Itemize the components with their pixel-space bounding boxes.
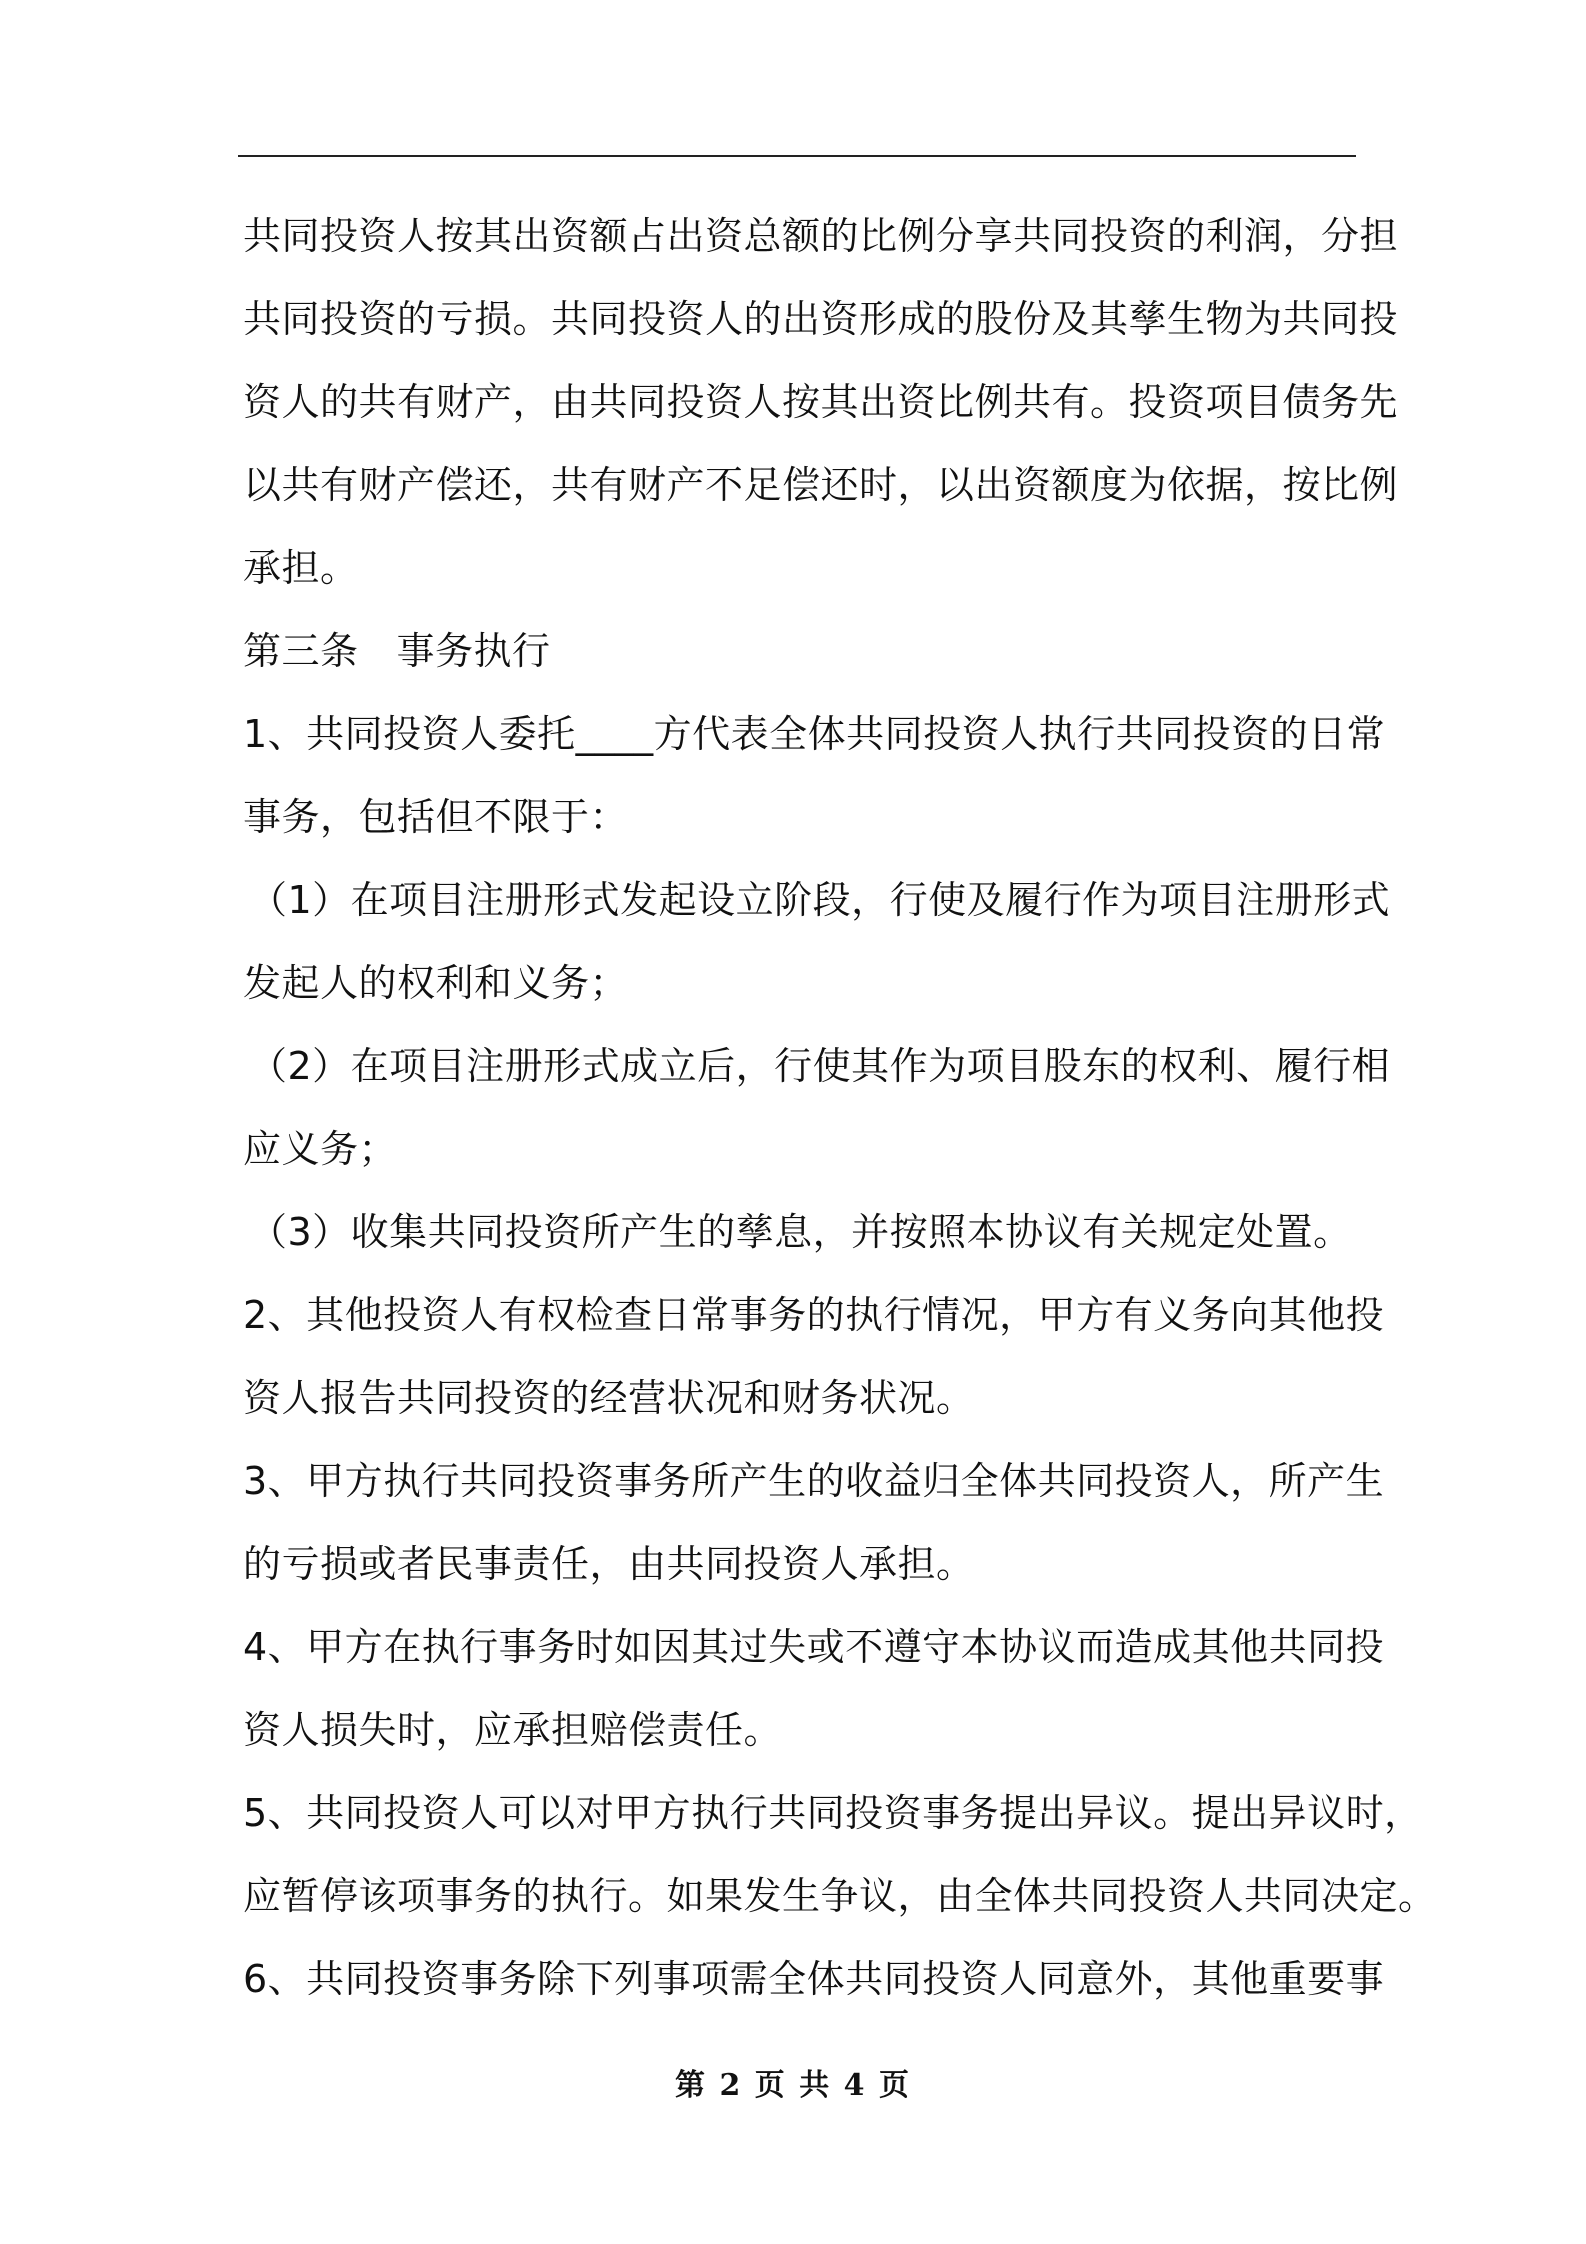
text-line: 的亏损或者民事责任，由共同投资人承担。 <box>243 1542 975 1586</box>
text-line: 事务，包括但不限于： <box>243 795 629 839</box>
clause-item-3 <box>243 1440 1385 1606</box>
sub-clause-1 <box>243 859 1391 1025</box>
text-line: 以共有财产偿还，共有财产不足偿还时，以出资额度为依据，按比例 <box>243 463 1399 507</box>
text-line: 5、共同投资人可以对甲方执行共同投资事务提出异议。提出异议时， <box>243 1791 1423 1835</box>
clause-item-2 <box>243 1274 1385 1440</box>
clause-item-4 <box>243 1606 1385 1772</box>
text-line: （1）在项目注册形式发起设立阶段，行使及履行作为项目注册形式 <box>249 878 1391 922</box>
sub-clause-3 <box>243 1191 1368 1274</box>
clause-item-1 <box>243 693 1386 859</box>
sub-clause-2 <box>243 1025 1391 1191</box>
text-line: 1、共同投资人委托____方代表全体共同投资人执行共同投资的日常 <box>243 712 1386 756</box>
text-line: 2、其他投资人有权检查日常事务的执行情况，甲方有义务向其他投 <box>243 1293 1385 1337</box>
text-line: 应义务； <box>243 1127 398 1171</box>
text-line: 3、甲方执行共同投资事务所产生的收益归全体共同投资人，所产生 <box>243 1459 1385 1503</box>
text-line: （3）收集共同投资所产生的孳息，并按照本协议有关规定处置。 <box>249 1210 1352 1254</box>
section-title: 事务执行 <box>396 629 551 673</box>
clause-item-5 <box>243 1772 1437 1938</box>
text-line: 发起人的权利和义务； <box>243 961 629 1005</box>
text-line: 承担。 <box>243 546 359 590</box>
text-line: 资人的共有财产，由共同投资人按其出资比例共有。投资项目债务先 <box>243 380 1399 424</box>
document-body <box>243 195 1437 2021</box>
text-line: （2）在项目注册形式成立后，行使其作为项目股东的权利、履行相 <box>249 1044 1391 1088</box>
text-line: 4、甲方在执行事务时如因其过失或不遵守本协议而造成其他共同投 <box>243 1625 1385 1669</box>
text-line: 应暂停该项事务的执行。如果发生争议，由全体共同投资人共同决定。 <box>243 1874 1437 1918</box>
header-rule <box>238 155 1356 157</box>
text-line: 共同投资人按其出资额占出资总额的比例分享共同投资的利润，分担 <box>243 214 1399 258</box>
page-number-footer: 第 2 页 共 4 页 <box>675 2068 911 2103</box>
text-line: 资人报告共同投资的经营状况和财务状况。 <box>243 1376 975 1420</box>
clause-item-6 <box>243 1938 1385 2021</box>
text-line: 资人损失时，应承担赔偿责任。 <box>243 1708 783 1752</box>
text-line: 6、共同投资事务除下列事项需全体共同投资人同意外，其他重要事 <box>243 1957 1385 2001</box>
section-heading <box>243 610 1368 693</box>
paragraph-profit-sharing <box>243 195 1399 610</box>
section-number: 第三条 <box>243 629 359 673</box>
text-line: 共同投资的亏损。共同投资人的出资形成的股份及其孳生物为共同投 <box>243 297 1399 341</box>
